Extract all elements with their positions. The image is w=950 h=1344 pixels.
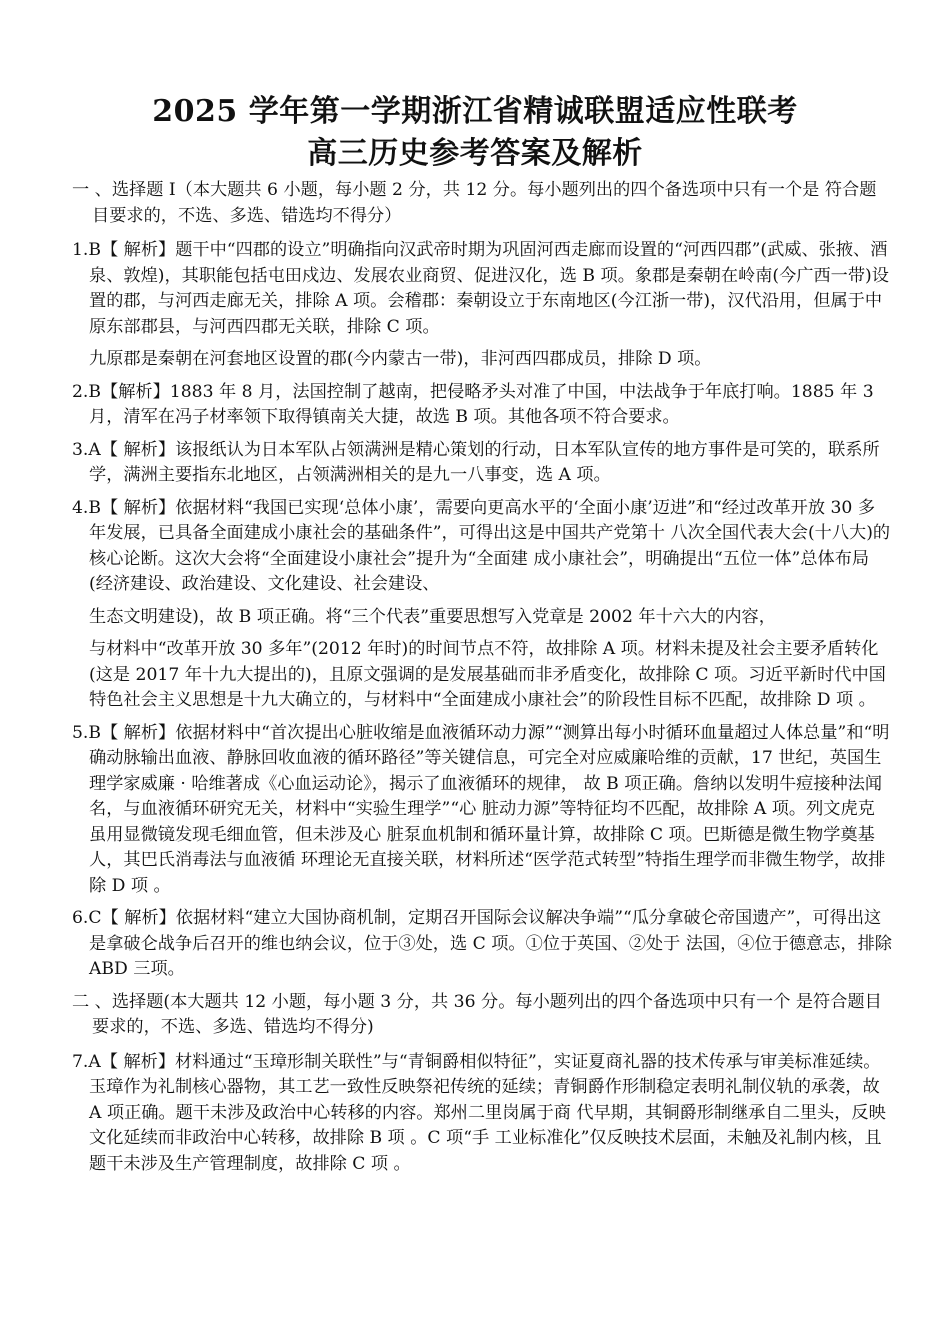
document-body [72,178,892,1184]
document-subtitle: 高三历史参考答案及解析 [307,136,643,171]
question-1-explanation: 1.B【 解析】题干中“四郡的设立”明确指向汉武帝时期为巩固河西走廊而设置的“河西四郡”(武威、张掖、酒泉、敦煌)，其职能包括屯田戍边、发展农业商贸、促进汉化，选 B 项。象郡是秦朝在岭南(今广西一带)设置的郡，与河西走廊无关，排除 A 项。会稽郡：秦朝设立于东南地区(今江浙一带)，汉代沿用，但属于中原东部郡县，与河西四郡无关联，排除 C 项。 [72,240,889,337]
question-4-continuation-2: 与材料中“改革开放 30 多年”(2012 年时)的时间节点不符，故排除 A 项。材料未提及社会主要矛盾转化(这是 2017 年十九大提出的)，且原文强调的是发展基础而非矛盾变化，故排除 C 项。习近平新时代中国特色社会主义思想是十九大确立的，与材料中“全面建成小康社会”的阶段性目标不匹配，故排除 D 项 。 [89,639,886,710]
section-2-heading: 二 、选择题(本大题共 12 小题，每小题 3 分，共 36 分。每小题列出的四个备选项中只有一个 是符合题目要求的，不选、多选、错选均不得分) [72,991,882,1037]
question-2-explanation: 2.B【解析】1883 年 8 月，法国控制了越南，把侵略矛头对准了中国，中法战争于年底打响。1885 年 3 月，清军在冯子材率领下取得镇南关大捷，故选 B 项。其他各项不符合要求。 [72,381,874,427]
section-1-heading: 一 、选择题 I（本大题共 6 小题，每小题 2 分，共 12 分。每小题列出的四个备选项中只有一个是 符合题目要求的，不选、多选、错选均不得分） [72,180,877,226]
question-4-explanation: 4.B【 解析】依据材料“我国已实现‘总体小康’，需要向更高水平的‘全面小康’迈进”和“经过改革开放 30 多年发展，已具备全面建成小康社会的基础条件”，可得出这是中国共产党第十 八次全国代表大会(十八大)的核心论断。这次大会将“全面建设小康社会”提升为“全面建 成小康社会”，明确提出“五位一体”总体布局(经济建设、政治建设、文化建设、社会建设、 [72,497,891,594]
question-3-explanation: 3.A【 解析】该报纸认为日本军队占领满洲是精心策划的行动，日本军队宣传的地方事件是可笑的，联系所学，满洲主要指东北地区，占领满洲相关的是九一八事变，选 A 项。 [72,439,880,485]
document-title: 2025 学年第一学期浙江省精诚联盟适应性联考 [152,94,798,129]
question-6-explanation: 6.C【 解析】依据材料“建立大国协商机制，定期召开国际会议解决争端”“瓜分拿破仑帝国遗产”，可得出这是拿破仑战争后召开的维也纳会议，位于③处，选 C 项。①位于英国、②处于 法国，④位于德意志，排除 ABD 三项。 [72,908,892,979]
question-5-explanation: 5.B【 解析】依据材料中“首次提出心脏收缩是血液循环动力源”“测算出每小时循环血量超过人体总量”和“明确动脉输出血液、静脉回收血液的循环路径”等关键信息，可完全对应威廉哈维的贡献，17 世纪，英国生理学家威廉 · 哈维著成《心血运动论》，揭示了血液循环的规律， 故 B 项正确。詹纳以发明牛痘接种法闻名，与血液循环研究无关，材料中“实验生理学”“心 脏动力源”等特征均不匹配，故排除 A 项。列文虎克虽用显微镜发现毛细血管，但未涉及心 脏泵血机制和循环量计算，故排除 C 项。巴斯德是微生物学奠基人，其巴氏消毒法与血液循 环理论无直接关联，材料所述“医学范式转型”特指生理学而非微生物学，故排除 D 项 。 [72,722,890,896]
question-4-continuation-1: 生态文明建设)，故 B 项正确。将“三个代表”重要思想写入党章是 2002 年十六大的内容， [89,606,776,627]
question-1-continuation: 九原郡是秦朝在河套地区设置的郡(今内蒙古一带)，非河西四郡成员，排除 D 项。 [89,349,712,369]
question-7-explanation: 7.A【 解析】材料通过“玉璋形制关联性”与“青铜爵相似特征”，实证夏商礼器的技术传承与审美标准延续。玉璋作为礼制核心器物，其工艺一致性反映祭祀传统的延续；青铜爵作形制稳定表明礼制仪轨的承袭，故 A 项正确。题干未涉及政治中心转移的内容。郑州二里岗属于商 代早期，其铜爵形制继承自二里头，反映文化延续而非政治中心转移，故排除 B 项 。C 项“手 工业标准化”仅反映技术层面，未触及礼制内核，且题干未涉及生产管理制度，故排除 C 项 。 [72,1051,886,1174]
